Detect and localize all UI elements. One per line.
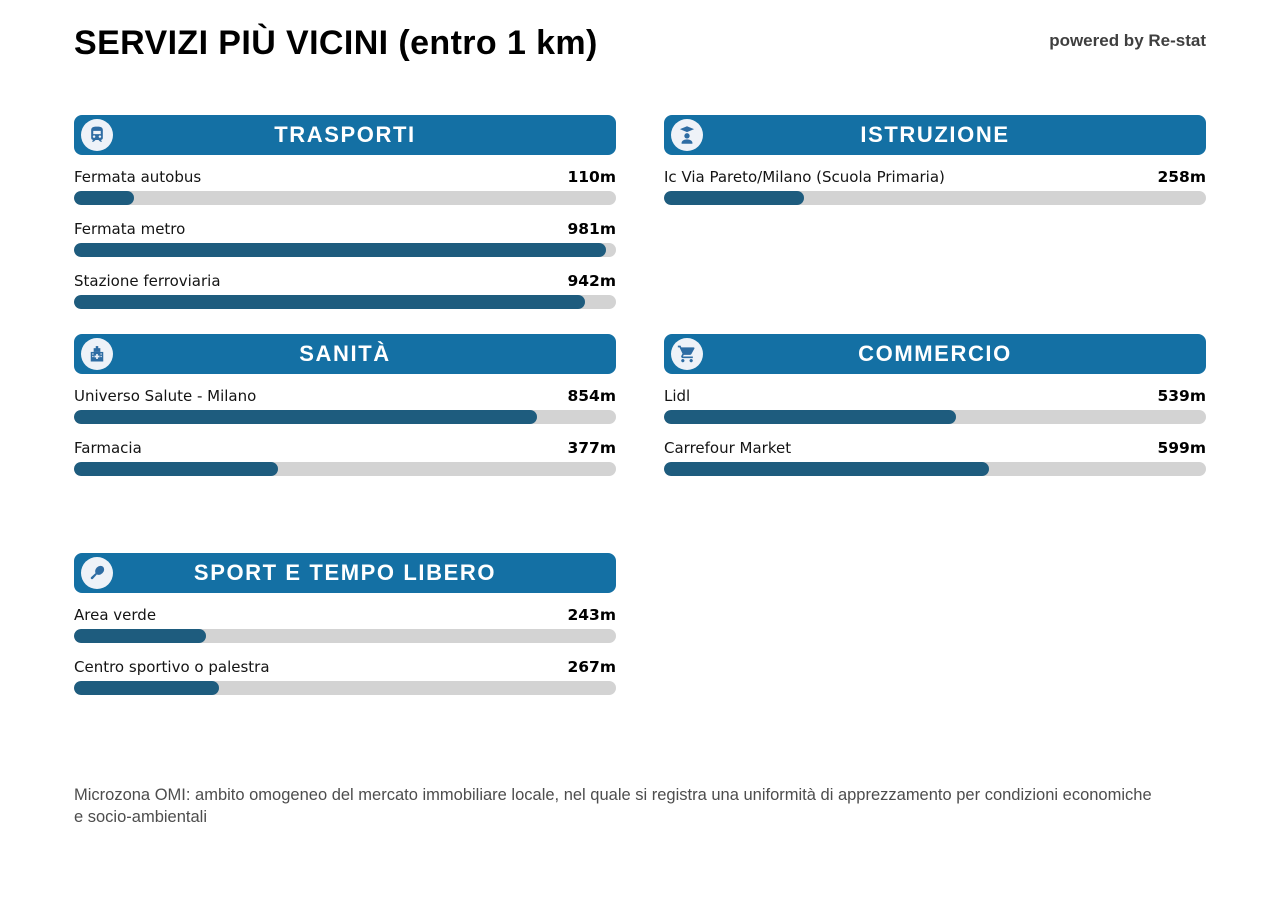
service-label: Area verde [74,606,157,624]
distance-value: 377m [567,439,616,457]
service-card [664,334,1206,491]
distance-value: 258m [1157,168,1206,186]
icon-circle [671,119,703,151]
distance-bar-track [664,191,1206,205]
icon-circle [671,338,703,370]
distance-bar-track [74,681,616,695]
icon-circle [81,338,113,370]
distance-value: 539m [1157,387,1206,405]
service-card [74,115,616,324]
card-header [664,334,1206,374]
distance-bar-track [74,410,616,424]
service-card [74,334,616,491]
graduate-icon [677,125,697,145]
train-icon [87,125,107,145]
service-row [74,658,616,695]
icon-circle [81,119,113,151]
powered-by-label: powered by Re-stat [1049,31,1206,50]
service-row [74,606,616,643]
card-title: SANITÀ [299,341,391,366]
service-label: Fermata autobus [74,168,202,186]
distance-bar-fill [74,681,219,695]
hospital-icon [87,344,107,364]
service-label: Centro sportivo o palestra [74,658,270,676]
distance-bar-fill [74,295,585,309]
distance-value: 854m [567,387,616,405]
card-title: COMMERCIO [858,341,1012,366]
distance-bar-track [74,462,616,476]
card-title: ISTRUZIONE [860,122,1010,147]
racket-icon [87,563,107,583]
distance-bar-fill [74,410,537,424]
service-row [664,168,1206,205]
report-header [74,24,1206,86]
distance-bar-fill [74,629,206,643]
card-header [74,553,616,593]
service-label: Ic Via Pareto/Milano (Scuola Primaria) [664,168,945,186]
distance-bar-track [74,295,616,309]
service-row [74,272,616,309]
card-header [74,334,616,374]
distance-bar-fill [664,462,989,476]
card-title: SPORT E TEMPO LIBERO [193,560,497,585]
cart-icon [677,344,697,364]
distance-value: 110m [567,168,616,186]
distance-bar-track [74,191,616,205]
distance-bar-fill [74,243,606,257]
page-title: SERVIZI PIÙ VICINI (entro 1 km) [74,24,598,62]
service-row [74,387,616,424]
distance-value: 981m [567,220,616,238]
service-label: Fermata metro [74,220,186,238]
service-row [74,439,616,476]
card-rows [664,155,1206,205]
service-card [664,115,1206,220]
footnote: Microzona OMI: ambito omogeneo del mercato immobiliare locale, nel quale si registra una uniformità di apprezzamento per condizioni economiche e socio-ambientali [74,786,1152,826]
service-row [664,387,1206,424]
card-rows [74,155,616,309]
card-header [74,115,616,155]
distance-bar-track [664,410,1206,424]
services-grid [74,115,1206,772]
service-label: Stazione ferroviaria [74,272,221,290]
distance-bar-fill [74,191,134,205]
distance-value: 243m [567,606,616,624]
distance-bar-track [664,462,1206,476]
distance-bar-track [74,629,616,643]
distance-bar-track [74,243,616,257]
service-label: Carrefour Market [664,439,792,457]
distance-value: 599m [1157,439,1206,457]
card-header [664,115,1206,155]
card-rows [74,593,616,695]
service-label: Lidl [664,387,691,405]
service-row [74,220,616,257]
card-title: TRASPORTI [274,122,416,147]
distance-bar-fill [74,462,278,476]
service-row [664,439,1206,476]
card-rows [664,374,1206,476]
distance-value: 942m [567,272,616,290]
distance-bar-fill [664,410,956,424]
distance-bar-fill [664,191,804,205]
icon-circle [81,557,113,589]
distance-value: 267m [567,658,616,676]
service-label: Universo Salute - Milano [74,387,257,405]
service-label: Farmacia [74,439,142,457]
service-row [74,168,616,205]
service-card [74,553,616,710]
card-rows [74,374,616,476]
